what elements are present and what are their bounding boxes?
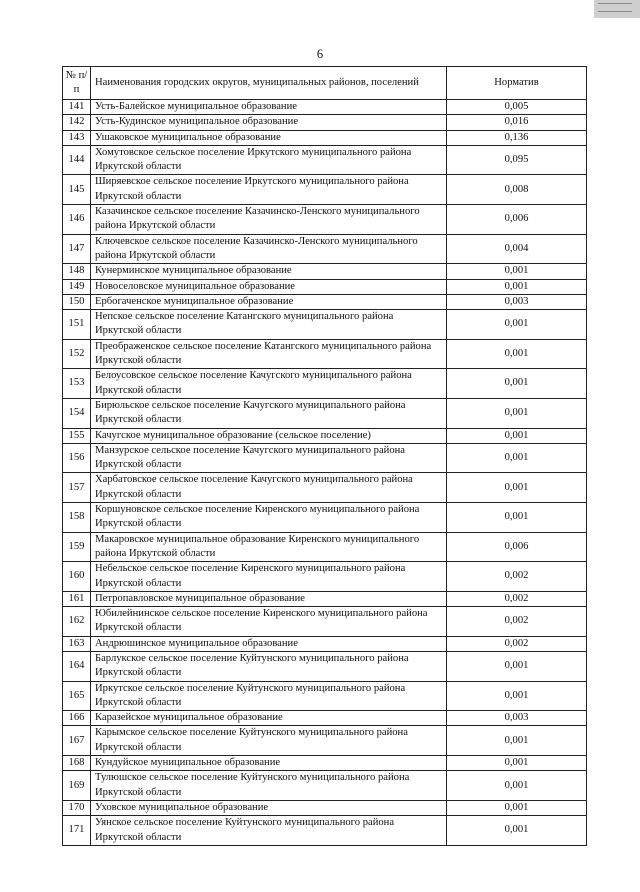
- table-row: [63, 771, 587, 801]
- table-row: [63, 100, 587, 115]
- table-row: [63, 443, 587, 473]
- row-number: 146: [63, 205, 91, 235]
- table-row: [63, 130, 587, 145]
- row-name: Уховское муниципальное образование: [91, 800, 447, 815]
- row-name: Юбилейнинское сельское поселение Киренского муниципального района Иркутской области: [91, 607, 447, 637]
- table-row: [63, 339, 587, 369]
- table-row: [63, 800, 587, 815]
- row-value: 0,001: [447, 816, 587, 846]
- row-number: 162: [63, 607, 91, 637]
- row-name: Преображенское сельское поселение Катангского муниципального района Иркутской области: [91, 339, 447, 369]
- row-name: Уянское сельское поселение Куйтунского муниципального района Иркутской области: [91, 816, 447, 846]
- row-name: Бирюльское сельское поселение Качугского муниципального района Иркутской области: [91, 398, 447, 428]
- table-row: [63, 428, 587, 443]
- row-value: 0,001: [447, 279, 587, 294]
- row-number: 155: [63, 428, 91, 443]
- row-name: Качугское муниципальное образование (сельское поселение): [91, 428, 447, 443]
- row-number: 144: [63, 145, 91, 175]
- row-name: Ушаковское муниципальное образование: [91, 130, 447, 145]
- row-name: Усть-Балейское муниципальное образование: [91, 100, 447, 115]
- row-value: 0,006: [447, 205, 587, 235]
- row-name: Петропавловское муниципальное образование: [91, 591, 447, 606]
- table-body: [63, 100, 587, 846]
- row-number: 152: [63, 339, 91, 369]
- table-row: [63, 756, 587, 771]
- row-value: 0,001: [447, 264, 587, 279]
- row-name: Небельское сельское поселение Киренского муниципального района Иркутской области: [91, 562, 447, 592]
- row-number: 157: [63, 473, 91, 503]
- row-number: 149: [63, 279, 91, 294]
- row-number: 147: [63, 234, 91, 264]
- table-row: [63, 279, 587, 294]
- row-name: Усть-Кудинское муниципальное образование: [91, 115, 447, 130]
- row-number: 165: [63, 681, 91, 711]
- row-value: 0,136: [447, 130, 587, 145]
- row-number: 170: [63, 800, 91, 815]
- row-name: Кунерминское муниципальное образование: [91, 264, 447, 279]
- row-value: 0,001: [447, 398, 587, 428]
- row-name: Манзурское сельское поселение Качугского муниципального района Иркутской области: [91, 443, 447, 473]
- row-number: 166: [63, 711, 91, 726]
- row-name: Новоселовское муниципальное образование: [91, 279, 447, 294]
- row-value: 0,001: [447, 369, 587, 399]
- header-norm: Норматив: [447, 67, 587, 100]
- row-value: 0,001: [447, 756, 587, 771]
- table-row: [63, 562, 587, 592]
- row-number: 168: [63, 756, 91, 771]
- row-value: 0,001: [447, 681, 587, 711]
- row-value: 0,003: [447, 294, 587, 309]
- row-value: 0,002: [447, 636, 587, 651]
- table-row: [63, 711, 587, 726]
- row-number: 160: [63, 562, 91, 592]
- row-value: 0,006: [447, 532, 587, 562]
- row-value: 0,001: [447, 443, 587, 473]
- row-value: 0,001: [447, 473, 587, 503]
- table-row: [63, 473, 587, 503]
- row-name: Ербогаченское муниципальное образование: [91, 294, 447, 309]
- row-number: 161: [63, 591, 91, 606]
- row-value: 0,002: [447, 607, 587, 637]
- row-value: 0,008: [447, 175, 587, 205]
- row-name: Кундуйское муниципальное образование: [91, 756, 447, 771]
- row-number: 171: [63, 816, 91, 846]
- table-row: [63, 726, 587, 756]
- row-value: 0,001: [447, 428, 587, 443]
- row-number: 150: [63, 294, 91, 309]
- table-row: [63, 234, 587, 264]
- scan-corner-mark: [594, 0, 640, 18]
- row-name: Карымское сельское поселение Куйтунского муниципального района Иркутской области: [91, 726, 447, 756]
- row-name: Белоусовское сельское поселение Качугского муниципального района Иркутской области: [91, 369, 447, 399]
- table-row: [63, 607, 587, 637]
- table-row: [63, 398, 587, 428]
- table-row: [63, 651, 587, 681]
- table-row: [63, 532, 587, 562]
- row-number: 167: [63, 726, 91, 756]
- row-value: 0,095: [447, 145, 587, 175]
- table-row: [63, 294, 587, 309]
- row-value: 0,016: [447, 115, 587, 130]
- header-number: № п/п: [63, 67, 91, 100]
- row-number: 151: [63, 310, 91, 340]
- table-row: [63, 205, 587, 235]
- row-number: 163: [63, 636, 91, 651]
- row-name: Барлукское сельское поселение Куйтунского муниципального района Иркутской области: [91, 651, 447, 681]
- table-row: [63, 175, 587, 205]
- row-number: 153: [63, 369, 91, 399]
- row-value: 0,001: [447, 800, 587, 815]
- header-name: Наименования городских округов, муниципальных районов, поселений: [91, 67, 447, 100]
- row-number: 164: [63, 651, 91, 681]
- row-name: Иркутское сельское поселение Куйтунского муниципального района Иркутской области: [91, 681, 447, 711]
- row-name: Хомутовское сельское поселение Иркутского муниципального района Иркутской области: [91, 145, 447, 175]
- row-value: 0,001: [447, 310, 587, 340]
- row-number: 141: [63, 100, 91, 115]
- table-row: [63, 591, 587, 606]
- row-name: Коршуновское сельское поселение Киренского муниципального района Иркутской области: [91, 503, 447, 533]
- table-row: [63, 310, 587, 340]
- page-number: 6: [316, 47, 324, 61]
- row-number: 154: [63, 398, 91, 428]
- table-row: [63, 115, 587, 130]
- row-value: 0,001: [447, 339, 587, 369]
- row-name: Харбатовское сельское поселение Качугского муниципального района Иркутской области: [91, 473, 447, 503]
- row-number: 159: [63, 532, 91, 562]
- row-name: Каразейское муниципальное образование: [91, 711, 447, 726]
- row-number: 169: [63, 771, 91, 801]
- row-value: 0,001: [447, 771, 587, 801]
- row-number: 148: [63, 264, 91, 279]
- row-number: 158: [63, 503, 91, 533]
- row-value: 0,005: [447, 100, 587, 115]
- row-value: 0,002: [447, 562, 587, 592]
- table-row: [63, 636, 587, 651]
- table-row: [63, 369, 587, 399]
- row-value: 0,003: [447, 711, 587, 726]
- row-name: Казачинское сельское поселение Казачинско-Ленского муниципального района Иркутской области: [91, 205, 447, 235]
- row-name: Тулюшское сельское поселение Куйтунского муниципального района Иркутской области: [91, 771, 447, 801]
- row-name: Андрюшинское муниципальное образование: [91, 636, 447, 651]
- row-value: 0,001: [447, 651, 587, 681]
- table-row: [63, 681, 587, 711]
- row-number: 145: [63, 175, 91, 205]
- row-name: Непское сельское поселение Катангского муниципального района Иркутской области: [91, 310, 447, 340]
- row-name: Ширяевское сельское поселение Иркутского муниципального района Иркутской области: [91, 175, 447, 205]
- table-row: [63, 503, 587, 533]
- row-value: 0,004: [447, 234, 587, 264]
- row-value: 0,001: [447, 503, 587, 533]
- row-number: 142: [63, 115, 91, 130]
- table-header-row: [63, 67, 587, 100]
- row-number: 143: [63, 130, 91, 145]
- table-row: [63, 816, 587, 846]
- row-name: Макаровское муниципальное образование Киренского муниципального района Иркутской области: [91, 532, 447, 562]
- row-value: 0,002: [447, 591, 587, 606]
- norms-table: [62, 66, 587, 846]
- row-name: Ключевское сельское поселение Казачинско-Ленского муниципального района Иркутской области: [91, 234, 447, 264]
- table-row: [63, 145, 587, 175]
- table-row: [63, 264, 587, 279]
- row-number: 156: [63, 443, 91, 473]
- row-value: 0,001: [447, 726, 587, 756]
